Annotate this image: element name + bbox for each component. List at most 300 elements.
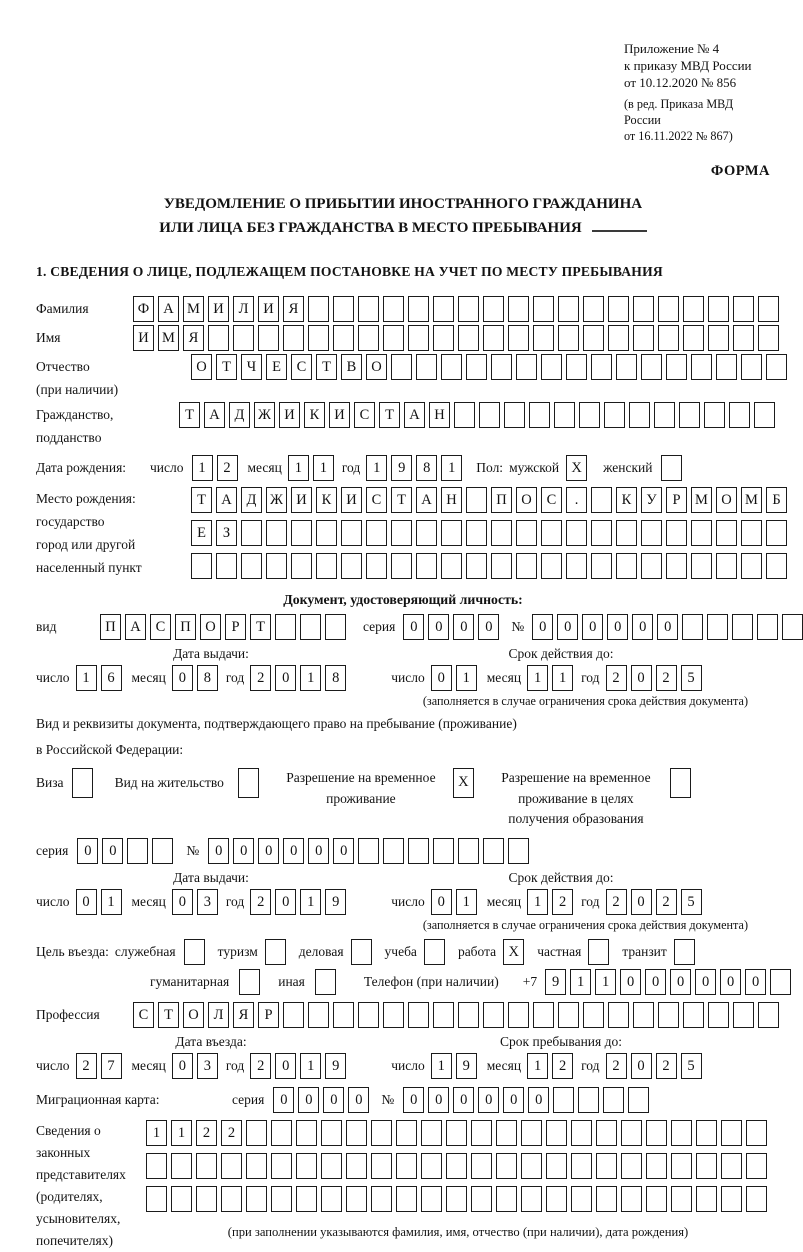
form-cell[interactable]: 0 [620,969,641,995]
form-cell[interactable] [246,1120,267,1146]
form-cell[interactable]: Я [233,1002,254,1028]
form-cell[interactable] [732,614,753,640]
form-cell[interactable] [371,1153,392,1179]
form-cell[interactable]: 0 [431,889,452,915]
form-cell[interactable] [604,402,625,428]
form-cell[interactable]: 2 [606,665,627,691]
form-cell[interactable]: 1 [595,969,616,995]
form-cell[interactable] [391,553,412,579]
form-cell[interactable] [596,1153,617,1179]
form-cell[interactable] [433,1002,454,1028]
form-cell[interactable]: 0 [348,1087,369,1113]
form-cell[interactable] [746,1153,767,1179]
form-cell[interactable] [704,402,725,428]
form-cell[interactable]: П [100,614,121,640]
form-cell[interactable] [146,1153,167,1179]
form-cell[interactable] [521,1186,542,1212]
form-cell[interactable] [508,325,529,351]
form-cell[interactable] [308,296,329,322]
form-cell[interactable] [466,520,487,546]
form-cell[interactable] [341,553,362,579]
form-cell[interactable] [516,553,537,579]
form-cell[interactable] [216,553,237,579]
form-cell[interactable]: . [566,487,587,513]
form-cell[interactable] [346,1186,367,1212]
form-cell[interactable] [266,520,287,546]
form-cell[interactable]: 0 [172,1053,193,1079]
form-cell[interactable] [296,1120,317,1146]
form-cell[interactable]: 2 [250,665,271,691]
form-cell[interactable] [504,402,525,428]
purpose-work-checkbox[interactable]: X [503,939,524,965]
form-cell[interactable] [629,402,650,428]
form-cell[interactable] [682,614,703,640]
form-cell[interactable]: 7 [101,1053,122,1079]
form-cell[interactable] [716,520,737,546]
form-cell[interactable] [371,1120,392,1146]
form-cell[interactable] [383,325,404,351]
form-cell[interactable] [483,296,504,322]
form-cell[interactable]: 1 [527,665,548,691]
form-cell[interactable]: Ж [254,402,275,428]
sex-female-checkbox[interactable] [661,455,682,481]
form-cell[interactable] [591,487,612,513]
form-cell[interactable] [707,614,728,640]
form-cell[interactable]: И [291,487,312,513]
form-cell[interactable] [152,838,173,864]
form-cell[interactable] [766,520,787,546]
form-cell[interactable] [266,553,287,579]
form-cell[interactable] [446,1120,467,1146]
form-cell[interactable]: 2 [552,889,573,915]
form-cell[interactable]: 3 [197,1053,218,1079]
form-cell[interactable]: Д [241,487,262,513]
form-cell[interactable] [291,520,312,546]
form-cell[interactable]: С [133,1002,154,1028]
form-cell[interactable] [483,1002,504,1028]
form-cell[interactable]: 0 [503,1087,524,1113]
form-cell[interactable] [746,1120,767,1146]
form-cell[interactable] [454,402,475,428]
temp-residence-education-checkbox[interactable] [670,768,691,798]
form-cell[interactable]: Р [666,487,687,513]
form-cell[interactable]: 1 [101,889,122,915]
form-cell[interactable] [316,553,337,579]
form-cell[interactable] [271,1120,292,1146]
form-cell[interactable] [566,354,587,380]
form-cell[interactable]: 2 [250,889,271,915]
form-cell[interactable]: А [204,402,225,428]
form-cell[interactable] [733,325,754,351]
form-cell[interactable]: 1 [313,455,334,481]
form-cell[interactable]: 2 [196,1120,217,1146]
form-cell[interactable]: 2 [656,665,677,691]
form-cell[interactable]: 9 [325,1053,346,1079]
form-cell[interactable]: С [150,614,171,640]
form-cell[interactable]: Я [283,296,304,322]
form-cell[interactable]: 1 [300,889,321,915]
form-cell[interactable] [546,1186,567,1212]
form-cell[interactable]: 2 [656,889,677,915]
form-cell[interactable]: 5 [681,665,702,691]
form-cell[interactable] [628,1087,649,1113]
form-cell[interactable]: Р [225,614,246,640]
purpose-study-checkbox[interactable] [424,939,445,965]
purpose-transit-checkbox[interactable] [674,939,695,965]
form-cell[interactable] [433,296,454,322]
form-cell[interactable] [483,838,504,864]
form-cell[interactable] [221,1153,242,1179]
form-cell[interactable] [258,325,279,351]
form-cell[interactable]: Б [766,487,787,513]
form-cell[interactable] [275,614,296,640]
form-cell[interactable] [621,1120,642,1146]
form-cell[interactable] [529,402,550,428]
form-cell[interactable] [346,1153,367,1179]
form-cell[interactable] [246,1153,267,1179]
form-cell[interactable]: 9 [391,455,412,481]
form-cell[interactable] [641,520,662,546]
form-cell[interactable] [396,1153,417,1179]
form-cell[interactable]: Т [179,402,200,428]
form-cell[interactable] [683,1002,704,1028]
form-cell[interactable]: 2 [606,1053,627,1079]
form-cell[interactable] [733,296,754,322]
form-cell[interactable] [596,1186,617,1212]
form-cell[interactable] [583,1002,604,1028]
form-cell[interactable] [721,1120,742,1146]
form-cell[interactable]: 9 [325,889,346,915]
form-cell[interactable]: 2 [656,1053,677,1079]
form-cell[interactable] [621,1186,642,1212]
form-cell[interactable]: 0 [76,889,97,915]
form-cell[interactable] [541,553,562,579]
form-cell[interactable] [546,1120,567,1146]
form-cell[interactable] [471,1120,492,1146]
form-cell[interactable]: С [541,487,562,513]
form-cell[interactable] [358,296,379,322]
form-cell[interactable]: 0 [275,665,296,691]
form-cell[interactable] [433,838,454,864]
form-cell[interactable] [658,296,679,322]
form-cell[interactable] [566,520,587,546]
form-cell[interactable]: С [366,487,387,513]
form-cell[interactable]: 5 [681,889,702,915]
form-cell[interactable]: М [158,325,179,351]
form-cell[interactable] [554,402,575,428]
form-cell[interactable] [383,1002,404,1028]
purpose-tourism-checkbox[interactable] [265,939,286,965]
form-cell[interactable]: 1 [300,665,321,691]
form-cell[interactable] [533,296,554,322]
form-cell[interactable] [766,553,787,579]
form-cell[interactable] [241,553,262,579]
form-cell[interactable] [591,520,612,546]
form-cell[interactable]: 1 [171,1120,192,1146]
form-cell[interactable]: 0 [582,614,603,640]
form-cell[interactable]: Т [379,402,400,428]
form-cell[interactable]: 1 [300,1053,321,1079]
form-cell[interactable] [333,325,354,351]
form-cell[interactable]: М [691,487,712,513]
form-cell[interactable] [646,1186,667,1212]
form-cell[interactable] [666,354,687,380]
form-cell[interactable] [603,1087,624,1113]
purpose-humanitarian-checkbox[interactable] [239,969,260,995]
form-cell[interactable] [571,1153,592,1179]
form-cell[interactable] [516,354,537,380]
form-cell[interactable]: Н [429,402,450,428]
form-cell[interactable] [608,296,629,322]
form-cell[interactable]: 0 [645,969,666,995]
form-cell[interactable]: Я [183,325,204,351]
form-cell[interactable] [346,1120,367,1146]
form-cell[interactable] [578,1087,599,1113]
form-cell[interactable] [683,296,704,322]
form-cell[interactable] [146,1186,167,1212]
form-cell[interactable] [691,354,712,380]
form-cell[interactable] [741,520,762,546]
form-cell[interactable] [754,402,775,428]
form-cell[interactable]: О [516,487,537,513]
form-cell[interactable] [758,296,779,322]
form-cell[interactable]: 0 [333,838,354,864]
form-cell[interactable]: 1 [527,1053,548,1079]
form-cell[interactable] [558,296,579,322]
purpose-other-checkbox[interactable] [315,969,336,995]
form-cell[interactable] [553,1087,574,1113]
form-cell[interactable] [758,325,779,351]
form-cell[interactable] [708,325,729,351]
form-cell[interactable] [441,553,462,579]
form-cell[interactable]: 3 [197,889,218,915]
purpose-business-checkbox[interactable] [351,939,372,965]
form-cell[interactable] [491,553,512,579]
form-cell[interactable] [766,354,787,380]
form-cell[interactable] [383,838,404,864]
form-cell[interactable]: Ж [266,487,287,513]
form-cell[interactable] [458,838,479,864]
form-cell[interactable] [758,1002,779,1028]
form-cell[interactable] [358,1002,379,1028]
form-cell[interactable]: П [175,614,196,640]
form-cell[interactable]: О [716,487,737,513]
form-cell[interactable] [496,1120,517,1146]
form-cell[interactable]: 0 [102,838,123,864]
form-cell[interactable]: 1 [456,665,477,691]
form-cell[interactable]: 2 [552,1053,573,1079]
form-cell[interactable] [533,1002,554,1028]
form-cell[interactable] [383,296,404,322]
form-cell[interactable] [666,553,687,579]
form-cell[interactable]: А [404,402,425,428]
form-cell[interactable]: 0 [631,889,652,915]
form-cell[interactable]: 2 [250,1053,271,1079]
form-cell[interactable] [358,325,379,351]
form-cell[interactable] [491,520,512,546]
form-cell[interactable]: Е [266,354,287,380]
sex-male-checkbox[interactable]: X [566,455,587,481]
form-cell[interactable] [566,553,587,579]
form-cell[interactable]: К [616,487,637,513]
form-cell[interactable]: 0 [275,1053,296,1079]
form-cell[interactable] [696,1186,717,1212]
form-cell[interactable]: У [641,487,662,513]
form-cell[interactable]: 1 [456,889,477,915]
form-cell[interactable] [396,1186,417,1212]
form-cell[interactable]: Т [250,614,271,640]
form-cell[interactable] [233,325,254,351]
form-cell[interactable] [416,354,437,380]
form-cell[interactable] [633,296,654,322]
form-cell[interactable] [441,520,462,546]
form-cell[interactable]: 1 [552,665,573,691]
form-cell[interactable] [541,520,562,546]
form-cell[interactable] [608,1002,629,1028]
form-cell[interactable]: 1 [366,455,387,481]
form-cell[interactable]: К [304,402,325,428]
form-cell[interactable]: Л [208,1002,229,1028]
form-cell[interactable]: 0 [745,969,766,995]
form-cell[interactable] [291,553,312,579]
form-cell[interactable]: 6 [101,665,122,691]
form-cell[interactable]: 1 [76,665,97,691]
form-cell[interactable] [733,1002,754,1028]
form-cell[interactable]: С [291,354,312,380]
form-cell[interactable] [541,354,562,380]
form-cell[interactable] [658,325,679,351]
form-cell[interactable] [296,1153,317,1179]
form-cell[interactable] [533,325,554,351]
form-cell[interactable] [521,1120,542,1146]
form-cell[interactable] [458,296,479,322]
form-cell[interactable] [679,402,700,428]
form-cell[interactable] [416,520,437,546]
form-cell[interactable]: И [258,296,279,322]
form-cell[interactable]: Ч [241,354,262,380]
form-cell[interactable] [716,553,737,579]
form-cell[interactable]: 0 [275,889,296,915]
form-cell[interactable]: И [208,296,229,322]
form-cell[interactable] [616,354,637,380]
form-cell[interactable] [741,553,762,579]
form-cell[interactable] [421,1186,442,1212]
form-cell[interactable] [508,1002,529,1028]
form-cell[interactable] [508,838,529,864]
form-cell[interactable] [616,520,637,546]
form-cell[interactable] [321,1153,342,1179]
form-cell[interactable]: К [316,487,337,513]
form-cell[interactable] [296,1186,317,1212]
form-cell[interactable] [691,553,712,579]
form-cell[interactable] [746,1186,767,1212]
form-cell[interactable]: 0 [172,665,193,691]
form-cell[interactable]: 0 [428,614,449,640]
form-cell[interactable] [171,1186,192,1212]
form-cell[interactable] [366,553,387,579]
form-cell[interactable]: 1 [146,1120,167,1146]
form-cell[interactable] [508,296,529,322]
form-cell[interactable] [483,325,504,351]
form-cell[interactable] [496,1153,517,1179]
form-cell[interactable] [416,553,437,579]
form-cell[interactable] [421,1120,442,1146]
form-cell[interactable] [621,1153,642,1179]
form-cell[interactable]: 8 [416,455,437,481]
form-cell[interactable] [433,325,454,351]
form-cell[interactable] [466,487,487,513]
form-cell[interactable] [391,520,412,546]
form-cell[interactable]: 1 [527,889,548,915]
form-cell[interactable] [633,1002,654,1028]
form-cell[interactable] [408,1002,429,1028]
form-cell[interactable]: И [341,487,362,513]
form-cell[interactable] [391,354,412,380]
form-cell[interactable] [221,1186,242,1212]
form-cell[interactable]: 0 [478,614,499,640]
form-cell[interactable]: 0 [631,665,652,691]
form-cell[interactable] [241,520,262,546]
form-cell[interactable]: 0 [233,838,254,864]
form-cell[interactable]: 2 [217,455,238,481]
form-cell[interactable] [300,614,321,640]
form-cell[interactable] [471,1186,492,1212]
form-cell[interactable] [671,1120,692,1146]
form-cell[interactable] [491,354,512,380]
form-cell[interactable] [757,614,778,640]
form-cell[interactable]: О [191,354,212,380]
form-cell[interactable] [208,325,229,351]
form-cell[interactable] [358,838,379,864]
form-cell[interactable]: 0 [528,1087,549,1113]
form-cell[interactable]: 9 [545,969,566,995]
residence-permit-checkbox[interactable] [238,768,259,798]
form-cell[interactable] [691,520,712,546]
form-cell[interactable]: 2 [606,889,627,915]
form-cell[interactable]: Д [229,402,250,428]
form-cell[interactable] [341,520,362,546]
form-cell[interactable]: 0 [283,838,304,864]
form-cell[interactable] [458,325,479,351]
form-cell[interactable] [458,1002,479,1028]
form-cell[interactable]: 0 [403,1087,424,1113]
form-cell[interactable]: 0 [273,1087,294,1113]
form-cell[interactable]: 0 [453,1087,474,1113]
form-cell[interactable]: О [200,614,221,640]
form-cell[interactable]: Т [158,1002,179,1028]
form-cell[interactable]: 1 [431,1053,452,1079]
form-cell[interactable] [583,325,604,351]
form-cell[interactable] [666,520,687,546]
purpose-private-checkbox[interactable] [588,939,609,965]
form-cell[interactable] [396,1120,417,1146]
form-cell[interactable]: 0 [172,889,193,915]
form-cell[interactable] [366,520,387,546]
form-cell[interactable] [596,1120,617,1146]
form-cell[interactable] [741,354,762,380]
form-cell[interactable] [246,1186,267,1212]
form-cell[interactable] [782,614,803,640]
form-cell[interactable] [591,553,612,579]
form-cell[interactable] [371,1186,392,1212]
form-cell[interactable]: Ф [133,296,154,322]
form-cell[interactable] [616,553,637,579]
form-cell[interactable]: 0 [720,969,741,995]
form-cell[interactable]: С [354,402,375,428]
form-cell[interactable]: М [741,487,762,513]
form-cell[interactable] [641,553,662,579]
form-cell[interactable]: А [158,296,179,322]
